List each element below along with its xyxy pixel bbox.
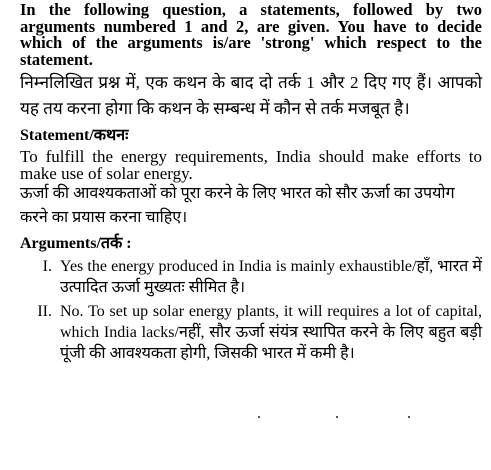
statement-text-hindi: ऊर्जा की आवश्यकताओं को पूरा करने के लिए भारत को सौर ऊर्जा का उपयोग करने का प्रयास करना चाहिए।: [20, 185, 455, 226]
arguments-heading: Arguments/तर्क :: [20, 235, 132, 252]
argument-number: I.: [42, 258, 52, 275]
arguments-list: [20, 256, 482, 364]
argument-text: Yes the energy produced in India is mainly exhaustible/हाँ, भारत में उत्पादित ऊर्जा मुख्यतः सीमित है।: [60, 258, 482, 296]
argument-item: [20, 256, 482, 298]
question-intro-english: In the following question, a statements, followed by two arguments numbered 1 and 2, are given. You have to decide which of the arguments is/are 'strong' which respect to the statement.: [20, 0, 482, 69]
scan-speck: [408, 416, 410, 418]
argument-text: No. To set up solar energy plants, it will requires a lot of capital, which India lacks/नहीं, सौर ऊर्जा संयंत्र स्थापित करने के लिए बहुत बड़ी पूंजी की आवश्यकता होगी, जिसकी भारत में कमी है।: [60, 303, 482, 362]
statement-text-english: To fulfill the energy requirements, India should make efforts to make use of solar energy.: [20, 147, 482, 183]
argument-item: [20, 301, 482, 364]
question-card: [20, 2, 482, 367]
scan-speck: [336, 416, 338, 418]
argument-number: II.: [37, 303, 52, 320]
scan-speck: [258, 416, 260, 418]
question-intro-hindi: निम्नलिखित प्रश्न में, एक कथन के बाद दो तर्क 1 और 2 दिए गए हैं। आपको यह तय करना होगा कि कथन के सम्बन्ध में कौन से तर्क मजबूत है।: [20, 73, 482, 118]
statement-heading: Statement/कथनः: [20, 127, 129, 144]
